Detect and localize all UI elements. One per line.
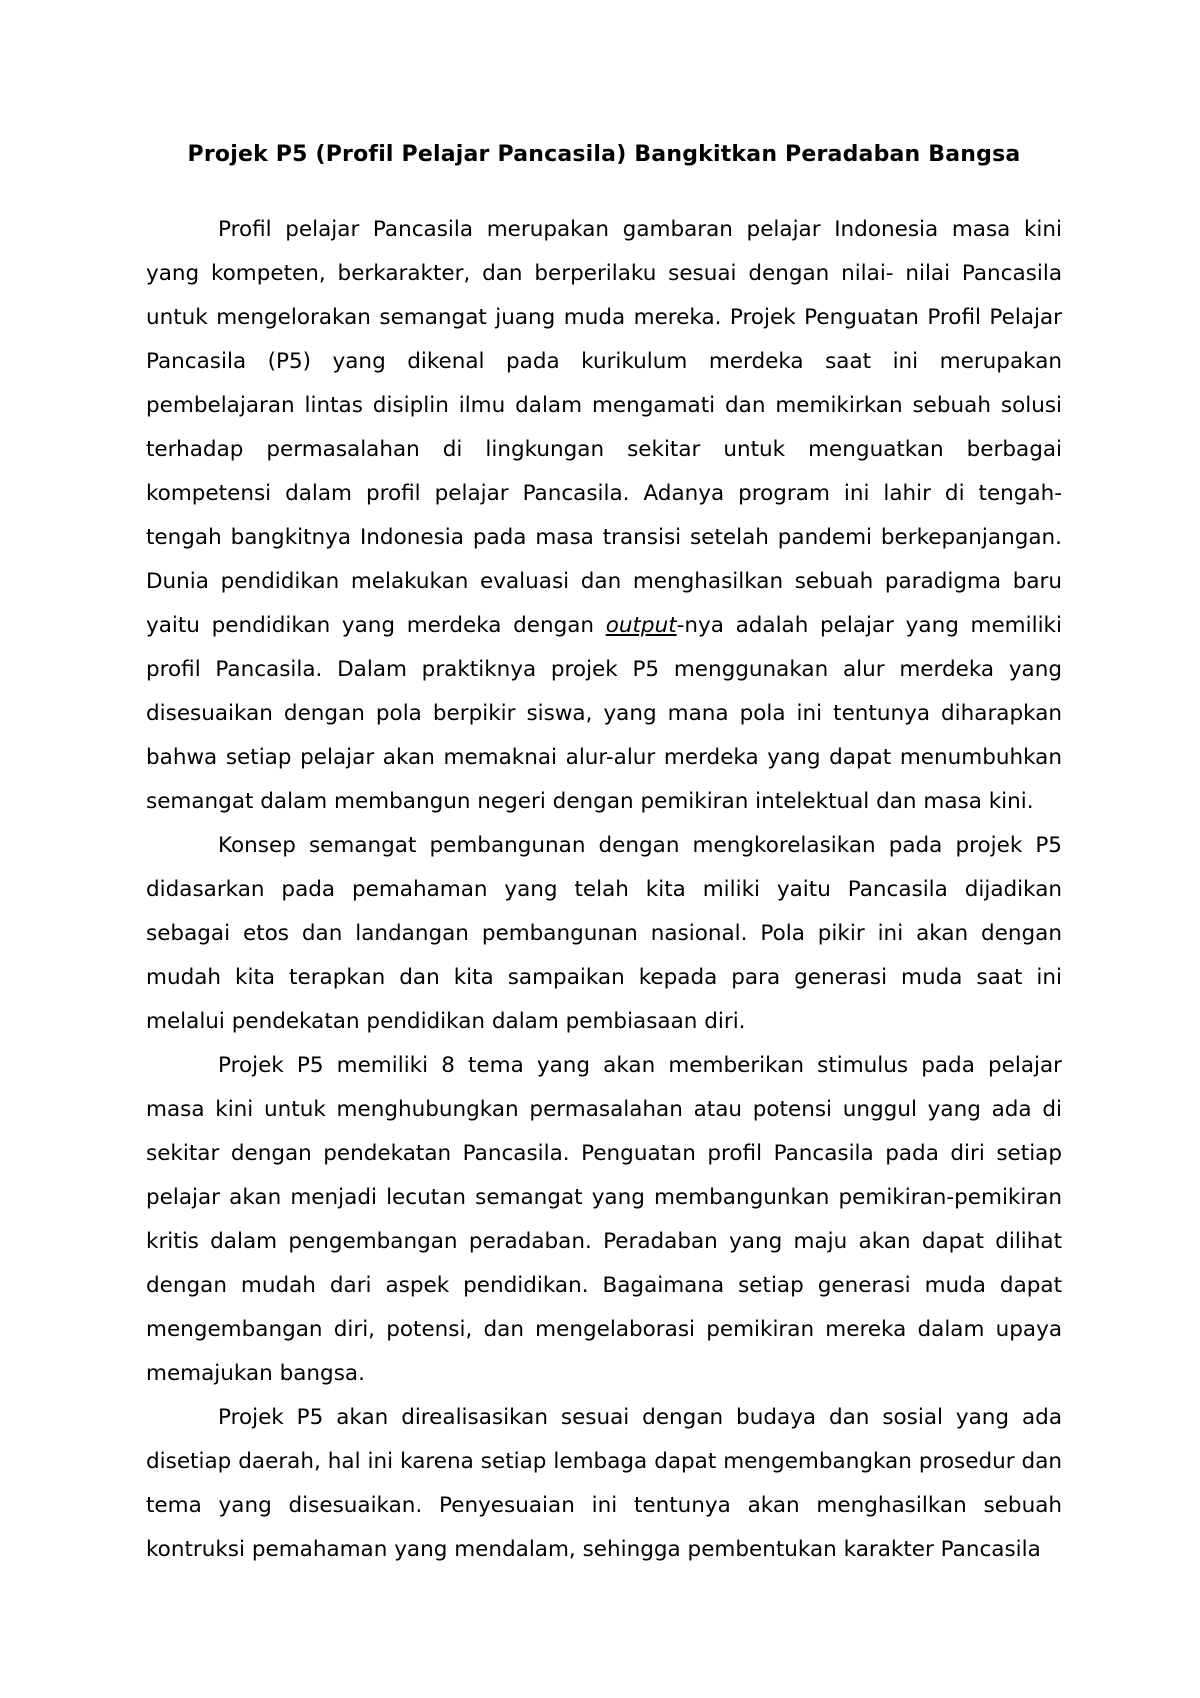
document-title: Projek P5 (Profil Pelajar Pancasila) Bangkitkan Peradaban Bangsa: [187, 142, 1021, 167]
document-page: [146, 140, 1062, 1572]
paragraph-2: Konsep semangat pembangunan dengan mengkorelasikan pada projek P5 didasarkan pada pemahaman yang telah kita miliki yaitu Pancasila dijadikan sebagai etos dan landangan pembangunan nasional. Pola pikir ini akan dengan mudah kita terapkan dan kita sampaikan kepada para generasi muda saat ini melalui pendekatan pendidikan dalam pembiasaan diri.: [146, 833, 1062, 1034]
paragraph-1: [146, 208, 1062, 824]
paragraph-1-text-before: Profil pelajar Pancasila merupakan gambaran pelajar Indonesia masa kini yang kompeten, berkarakter, dan berperilaku sesuai dengan nilai- nilai Pancasila untuk mengelorakan semangat juang muda mereka. Projek Penguatan Profil Pelajar Pancasila (P5) yang dikenal pada kurikulum merdeka saat ini merupakan pembelajaran lintas disiplin ilmu dalam mengamati dan memikirkan sebuah solusi terhadap permasalahan di lingkungan sekitar untuk menguatkan berbagai kompetensi dalam profil pelajar Pancasila. Adanya program ini lahir di tengah-tengah bangkitnya Indonesia pada masa transisi setelah pandemi berkepanjangan. Dunia pendidikan melakukan evaluasi dan menghasilkan sebuah paradigma baru yaitu pendidikan yang merdeka dengan: [146, 217, 1062, 638]
paragraph-3: Projek P5 memiliki 8 tema yang akan memberikan stimulus pada pelajar masa kini untuk menghubungkan permasalahan atau potensi unggul yang ada di sekitar dengan pendekatan Pancasila. Penguatan profil Pancasila pada diri setiap pelajar akan menjadi lecutan semangat yang membangunkan pemikiran-pemikiran kritis dalam pengembangan peradaban. Peradaban yang maju akan dapat dilihat dengan mudah dari aspek pendidikan. Bagaimana setiap generasi muda dapat mengembangan diri, potensi, dan mengelaborasi pemikiran mereka dalam upaya memajukan bangsa.: [146, 1053, 1062, 1386]
italic-term-output: output: [605, 613, 677, 638]
paragraph-4: Projek P5 akan direalisasikan sesuai dengan budaya dan sosial yang ada disetiap daerah, hal ini karena setiap lembaga dapat mengembangkan prosedur dan tema yang disesuaikan. Penyesuaian ini tentunya akan menghasilkan sebuah kontruksi pemahaman yang mendalam, sehingga pembentukan karakter Pancasila: [146, 1405, 1062, 1562]
paragraph-1-text-after: -nya adalah pelajar yang memiliki profil Pancasila. Dalam praktiknya projek P5 menggunakan alur merdeka yang disesuaikan dengan pola berpikir siswa, yang mana pola ini tentunya diharapkan bahwa setiap pelajar akan memaknai alur-alur merdeka yang dapat menumbuhkan semangat dalam membangun negeri dengan pemikiran intelektual dan masa kini.: [146, 613, 1062, 814]
